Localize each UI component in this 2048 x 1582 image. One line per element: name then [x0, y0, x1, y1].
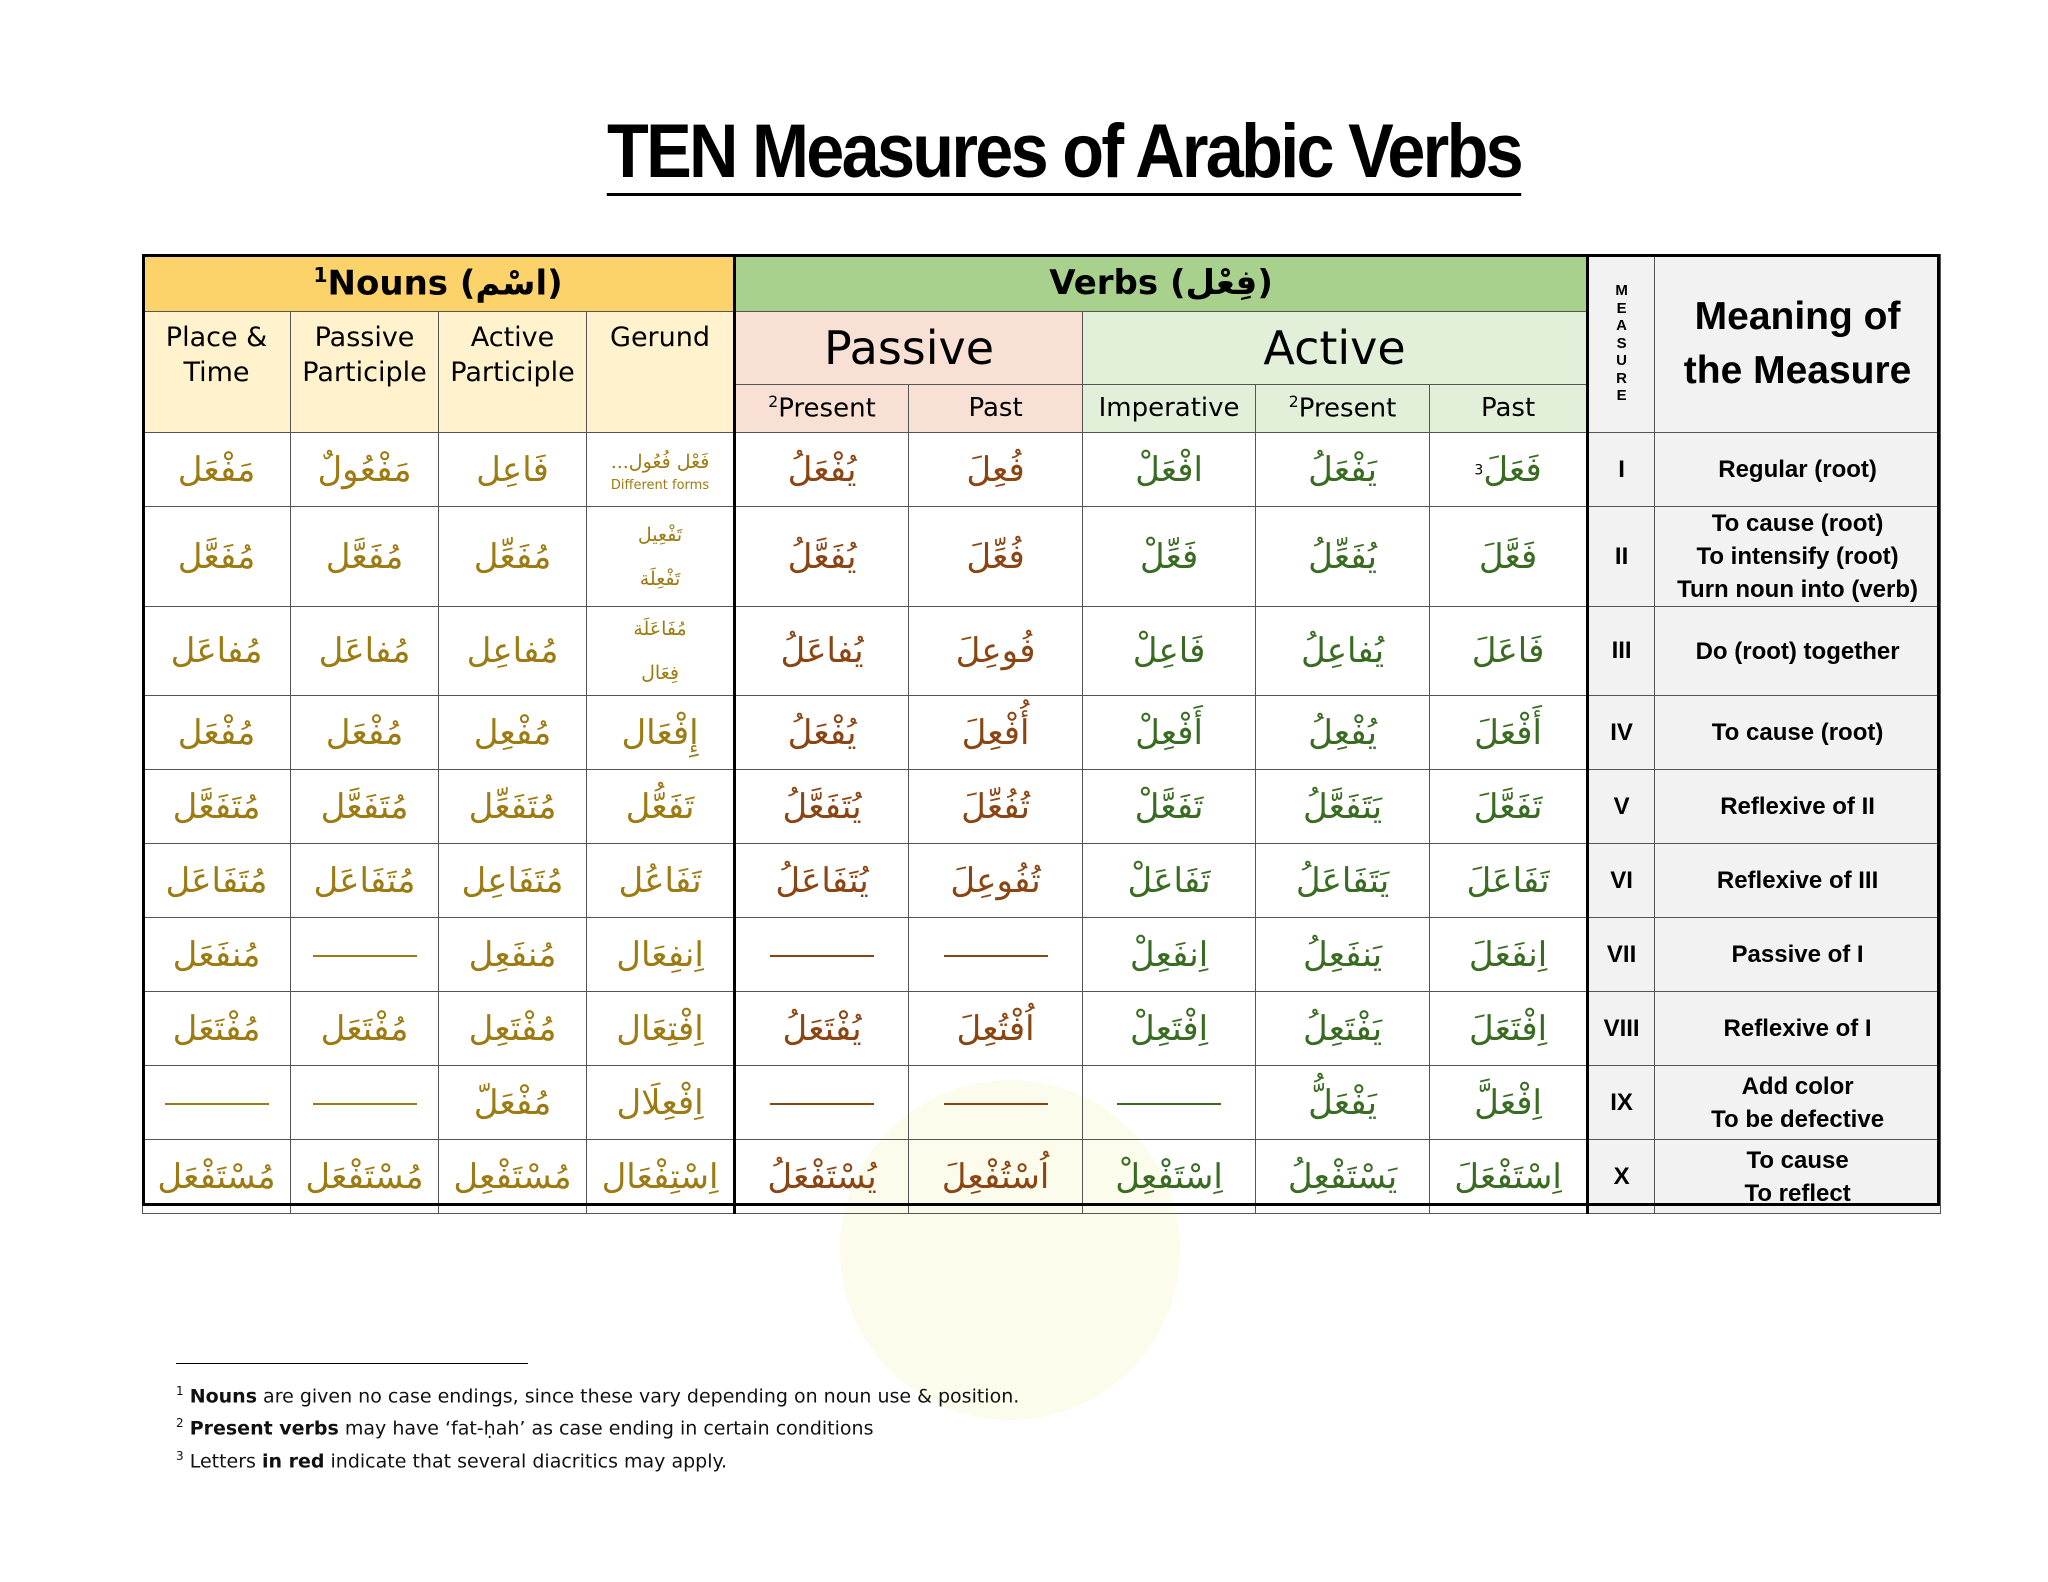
passive-present-cell-text: يُتَفَعَّلُ [782, 786, 862, 827]
active-present-cell-text: يَسْتَفْعِلُ [1287, 1156, 1398, 1197]
passive-present-header: $^2$Present [735, 384, 909, 432]
passive-present-cell-text: يُفْعَلُ [787, 449, 857, 490]
imperative-cell [1083, 433, 1256, 507]
passive-past-cell [909, 607, 1083, 696]
active-participle-cell [439, 433, 587, 507]
active-participle-cell-text: مُفْعَلّ [473, 1082, 552, 1123]
gerund-header: Gerund [587, 312, 735, 433]
empty-dash [944, 955, 1048, 957]
measure-number: VII [1588, 918, 1655, 992]
meaning-line: To cause [1746, 1146, 1849, 1174]
passive-participle-cell-text: مَفْعُولٌ [317, 449, 412, 490]
meaning-line: To cause (root) [1711, 719, 1884, 746]
active-participle-header: Active Participle [439, 312, 587, 433]
measure-number: IX [1588, 1066, 1655, 1140]
gerund-cell [587, 696, 735, 770]
meaning-header: Meaning of the Measure [1655, 255, 1941, 433]
active-participle-cell [439, 844, 587, 918]
passive-participle-cell-text: مُفَعَّل [325, 536, 404, 577]
gerund-text: اِنفِعَال [616, 934, 704, 975]
active-past-cell-text: فَعَلَ [1483, 449, 1542, 490]
active-past-cell-text: اِنفَعَلَ [1468, 934, 1548, 975]
active-past-cell-text: أَفْعَلَ [1474, 712, 1542, 753]
active-present-cell [1256, 1066, 1430, 1140]
gerund-cell [587, 1140, 735, 1214]
empty-dash [770, 955, 874, 957]
empty-dash [165, 1103, 269, 1105]
meaning-cell [1655, 507, 1941, 607]
meaning-line: Passive of I [1731, 941, 1864, 968]
passive-past-cell [909, 844, 1083, 918]
gerund-cell [587, 1066, 735, 1140]
active-participle-cell [439, 607, 587, 696]
footnotes [176, 1378, 1019, 1475]
active-present-cell [1256, 696, 1430, 770]
place-time-cell [143, 507, 291, 607]
active-participle-cell-text: مُفاعِل [466, 631, 559, 671]
passive-present-cell [735, 770, 909, 844]
active-past-cell [1430, 607, 1588, 696]
passive-past-cell [909, 433, 1083, 507]
passive-present-cell-text: يُتَفَاعَلُ [775, 860, 869, 901]
active-present-cell-text: يُفاعِلُ [1301, 631, 1385, 671]
passive-present-cell [735, 507, 909, 607]
active-present-cell [1256, 1140, 1430, 1214]
imperative-cell [1083, 770, 1256, 844]
passive-present-cell [735, 844, 909, 918]
passive-participle-cell [291, 770, 439, 844]
active-participle-cell-text: مُسْتَفْعِل [453, 1156, 572, 1197]
gerund-cell [587, 607, 735, 696]
active-present-cell [1256, 918, 1430, 992]
place-time-cell-text: مُفْتَعَل [172, 1008, 261, 1049]
measure-letter: E [1616, 299, 1627, 317]
gerund-alt-text: Different forms [610, 478, 710, 493]
table-row [143, 507, 1941, 607]
active-past-cell-text: فَاعَلَ [1471, 631, 1545, 671]
passive-participle-cell-text: مُفاعَل [318, 631, 411, 671]
meaning-cell [1655, 770, 1941, 844]
passive-participle-cell [291, 918, 439, 992]
passive-past-cell-text: أُفْعِلَ [961, 712, 1030, 753]
active-present-cell-text: يَفْعَلُّ [1308, 1082, 1377, 1123]
active-participle-cell [439, 770, 587, 844]
empty-dash [944, 1103, 1048, 1105]
gerund-cell [587, 507, 735, 607]
measure-number: II [1588, 507, 1655, 607]
active-past-cell [1430, 1140, 1588, 1214]
active-participle-cell-text: مُفْتَعِل [468, 1008, 557, 1049]
active-participle-cell-text: فَاعِل [476, 449, 549, 490]
passive-participle-cell [291, 844, 439, 918]
gerund-alt-text: تَفْعِلَة [639, 567, 681, 590]
gerund-text: فَعْل فُعُول... [610, 451, 710, 473]
passive-present-cell-text: يُفاعَلُ [780, 631, 864, 671]
gerund-cell [587, 844, 735, 918]
gerund-text: تَفَاعُل [618, 860, 702, 901]
imperative-cell [1083, 1140, 1256, 1214]
active-participle-cell [439, 992, 587, 1066]
active-past-cell-text: اِفْتَعَلَ [1469, 1008, 1548, 1049]
passive-present-cell [735, 607, 909, 696]
measure-letter: E [1616, 387, 1627, 405]
table-row [143, 844, 1941, 918]
place-time-cell-text: مُنفَعَل [172, 934, 261, 975]
measure-letter: A [1616, 317, 1627, 335]
active-past-cell-text: اِفْعَلَّ [1474, 1082, 1542, 1123]
passive-present-cell [735, 696, 909, 770]
gerund-cell [587, 433, 735, 507]
page-title: TEN Measures of Arabic Verbs [606, 109, 1522, 194]
passive-participle-cell [291, 1140, 439, 1214]
meaning-cell [1655, 1066, 1941, 1140]
active-present-cell [1256, 607, 1430, 696]
active-past-cell-text: تَفَاعَلَ [1466, 860, 1550, 901]
active-past-cell [1430, 844, 1588, 918]
place-time-cell-text: مُتَفَعَّل [172, 786, 261, 827]
passive-past-cell-text: اُفْتُعِلَ [956, 1008, 1035, 1049]
active-present-cell [1256, 992, 1430, 1066]
empty-dash [313, 955, 417, 957]
verbs-header: Verbs (فِعْل) [735, 255, 1588, 312]
passive-participle-cell-text: مُتَفَاعَل [313, 860, 416, 901]
gerund-cell [587, 992, 735, 1066]
place-time-cell-text: مُتَفَاعَل [165, 860, 268, 901]
active-participle-cell-text: مُنفَعِل [468, 934, 557, 975]
active-participle-cell-text: مُفْعِل [473, 712, 552, 753]
imperative-cell-text: فَعِّلْ [1139, 536, 1199, 577]
passive-participle-cell [291, 1066, 439, 1140]
active-past-cell [1430, 696, 1588, 770]
place-time-cell-text: مُفْعَل [177, 712, 256, 753]
measure-letter: S [1616, 334, 1627, 352]
passive-present-cell [735, 992, 909, 1066]
passive-past-cell [909, 507, 1083, 607]
table-row [143, 433, 1941, 507]
measure-letter: R [1616, 369, 1627, 387]
place-time-cell [143, 844, 291, 918]
meaning-line: To intensify (root) [1696, 543, 1899, 570]
passive-past-cell-text: فُوعِلَ [955, 631, 1036, 671]
place-time-cell [143, 607, 291, 696]
measure-number: X [1588, 1140, 1655, 1214]
footnote-divider [176, 1363, 528, 1364]
place-time-cell [143, 770, 291, 844]
passive-participle-cell-text: مُسْتَفْعَل [305, 1156, 424, 1197]
place-time-cell [143, 433, 291, 507]
imperative-cell [1083, 507, 1256, 607]
measure-number: IV [1588, 696, 1655, 770]
passive-past-cell [909, 696, 1083, 770]
gerund-text: اِفْعِلَال [616, 1082, 704, 1123]
imperative-cell-text: اِسْتَفْعِلْ [1115, 1156, 1223, 1197]
active-present-header: $^2$Present [1256, 384, 1430, 432]
measure-number: VIII [1588, 992, 1655, 1066]
gerund-text: إِفْعَال [621, 712, 699, 753]
imperative-cell-text: فَاعِلْ [1132, 631, 1206, 671]
meaning-line: Reflexive of II [1720, 793, 1875, 820]
passive-present-cell-text: يُفْعَلُ [787, 712, 857, 753]
meaning-line: To reflect [1744, 1179, 1851, 1207]
active-participle-cell-text: مُتَفَعِّل [468, 786, 557, 827]
active-present-cell-text: يُفْعِلُ [1308, 712, 1377, 753]
gerund-cell [587, 918, 735, 992]
table-row [143, 918, 1941, 992]
passive-past-cell-text: تُفُعِّلَ [961, 786, 1030, 827]
meaning-cell [1655, 1140, 1941, 1214]
active-past-cell [1430, 770, 1588, 844]
place-time-cell-text: مَفْعَل [177, 449, 256, 490]
imperative-cell [1083, 918, 1256, 992]
active-present-cell-text: يَنفَعِلُ [1303, 934, 1383, 975]
gerund-text: اِفْتِعَال [616, 1008, 704, 1049]
active-present-cell [1256, 507, 1430, 607]
meaning-line: Regular (root) [1718, 456, 1877, 483]
passive-past-cell-text: تُفُوعِلَ [950, 860, 1041, 901]
active-present-cell-text: يَفْعَلُ [1308, 449, 1377, 490]
empty-dash [313, 1103, 417, 1105]
imperative-cell-text: اِنفَعِلْ [1129, 934, 1209, 975]
meaning-line: To be defective [1711, 1105, 1885, 1133]
passive-present-cell [735, 918, 909, 992]
imperative-cell [1083, 607, 1256, 696]
passive-present-cell-text: يُسْتَفْعَلُ [767, 1156, 877, 1197]
passive-participle-cell [291, 507, 439, 607]
place-time-cell-text: مُسْتَفْعَل [157, 1156, 276, 1197]
measure-number: III [1588, 607, 1655, 696]
meaning-cell [1655, 433, 1941, 507]
imperative-cell-text: اِفْتَعِلْ [1129, 1008, 1209, 1049]
meaning-line: Add color [1741, 1072, 1854, 1100]
gerund-cell [587, 770, 735, 844]
active-past-cell [1430, 992, 1588, 1066]
imperative-cell [1083, 992, 1256, 1066]
active-past-cell-text: اِسْتَفْعَلَ [1454, 1156, 1562, 1197]
imperative-cell [1083, 696, 1256, 770]
place-time-cell-text: مُفَعَّل [177, 536, 256, 577]
meaning-line: Do (root) together [1695, 637, 1900, 665]
passive-participle-cell [291, 992, 439, 1066]
active-past-cell [1430, 433, 1588, 507]
passive-past-cell [909, 992, 1083, 1066]
measure-number: I [1588, 433, 1655, 507]
table-row [143, 770, 1941, 844]
measures-table [142, 254, 1941, 1214]
meaning-cell [1655, 607, 1941, 696]
active-past-header: Past [1430, 384, 1588, 432]
active-present-cell-text: يَتَفَعَّلُ [1303, 786, 1383, 827]
table-row [143, 696, 1941, 770]
active-participle-cell [439, 1066, 587, 1140]
passive-participle-cell [291, 607, 439, 696]
passive-present-cell [735, 433, 909, 507]
passive-past-cell [909, 1066, 1083, 1140]
passive-present-cell-text: يُفَعَّلُ [787, 536, 857, 577]
imperative-cell-text: تَفَعَّلْ [1134, 786, 1204, 827]
footnote-item: $^3$ Letters in red indicate that several diacritics may apply. [176, 1448, 728, 1472]
gerund-text: تَفَعُّل [625, 786, 695, 827]
active-present-cell [1256, 844, 1430, 918]
empty-dash [1117, 1103, 1221, 1105]
meaning-cell [1655, 918, 1941, 992]
passive-header: Passive [735, 312, 1083, 385]
passive-participle-cell-text: مُتَفَعَّل [320, 786, 409, 827]
meaning-cell [1655, 844, 1941, 918]
measure-number: VI [1588, 844, 1655, 918]
nouns-header: $^1$Nouns (اسْم) [143, 255, 735, 312]
meaning-cell [1655, 992, 1941, 1066]
passive-participle-cell-text: مُفْتَعَل [320, 1008, 409, 1049]
meaning-cell [1655, 696, 1941, 770]
active-participle-cell [439, 1140, 587, 1214]
active-present-cell-text: يَتَفَاعَلُ [1295, 860, 1390, 901]
passive-past-cell [909, 918, 1083, 992]
meaning-line: Turn noun into (verb) [1677, 576, 1918, 603]
place-time-cell-text: مُفاعَل [170, 631, 263, 671]
passive-past-cell [909, 1140, 1083, 1214]
place-time-cell [143, 1140, 291, 1214]
footnote-marker: 3 [1474, 462, 1484, 479]
passive-present-cell-text: يُفْتَعَلُ [782, 1008, 862, 1049]
measure-number: V [1588, 770, 1655, 844]
imperative-cell-text: افْعَلْ [1135, 449, 1203, 490]
imperative-cell-text: أَفْعِلْ [1135, 712, 1203, 753]
gerund-alt-text: فِعَال [641, 662, 679, 684]
active-participle-cell-text: مُفَعِّل [473, 536, 552, 577]
passive-participle-cell [291, 433, 439, 507]
passive-participle-cell-text: مُفْعَل [325, 712, 404, 753]
gerund-text: اِسْتِفْعَال [601, 1156, 719, 1197]
empty-dash [770, 1103, 874, 1105]
passive-past-header: Past [909, 384, 1083, 432]
passive-past-cell-text: فُعِلَ [966, 449, 1025, 490]
place-time-cell [143, 696, 291, 770]
measure-letter: U [1616, 352, 1627, 370]
table-row [143, 1066, 1941, 1140]
passive-past-cell [909, 770, 1083, 844]
passive-participle-header: Passive Participle [291, 312, 439, 433]
meaning-line: Reflexive of I [1723, 1015, 1872, 1042]
imperative-cell [1083, 844, 1256, 918]
active-present-cell [1256, 770, 1430, 844]
place-time-cell [143, 1066, 291, 1140]
gerund-text: مُفَاعَلَة [633, 618, 687, 640]
measure-header [1588, 255, 1655, 433]
place-time-cell [143, 992, 291, 1066]
active-participle-cell [439, 696, 587, 770]
imperative-cell-text: تَفَاعَلْ [1127, 860, 1211, 901]
active-present-cell [1256, 433, 1430, 507]
active-participle-cell-text: مُتَفَاعِل [461, 860, 564, 901]
active-present-cell-text: يَفْتَعِلُ [1303, 1008, 1383, 1049]
gerund-text: تَفْعِيل [637, 523, 683, 546]
meaning-line: To cause (root) [1711, 510, 1884, 537]
place-time-cell [143, 918, 291, 992]
active-header: Active [1083, 312, 1588, 385]
active-present-cell-text: يُفَعِّلُ [1308, 536, 1377, 577]
active-participle-cell [439, 918, 587, 992]
footnote-item: $^2$ Present verbs may have ‘fat-ḥah’ as case ending in certain conditions [176, 1416, 874, 1440]
active-participle-cell [439, 507, 587, 607]
imperative-cell [1083, 1066, 1256, 1140]
passive-present-cell [735, 1066, 909, 1140]
measure-letter: M [1615, 281, 1628, 299]
table-row [143, 1140, 1941, 1214]
passive-past-cell-text: فُعِّلَ [966, 536, 1025, 577]
table-row [143, 992, 1941, 1066]
active-past-cell-text: تَفَعَّلَ [1473, 786, 1543, 827]
active-past-cell-text: فَعَّلَ [1478, 536, 1538, 577]
table-row [143, 607, 1941, 696]
passive-participle-cell [291, 696, 439, 770]
place-time-header: Place & Time [143, 312, 291, 433]
active-past-cell [1430, 1066, 1588, 1140]
meaning-line: Reflexive of III [1716, 867, 1879, 894]
active-past-cell [1430, 507, 1588, 607]
passive-past-cell-text: اُسْتُفْعِلَ [941, 1156, 1050, 1197]
active-past-cell [1430, 918, 1588, 992]
footnote-item: $^1$ Nouns are given no case endings, since these vary depending on noun use & position. [176, 1384, 1020, 1408]
imperative-header: Imperative [1083, 384, 1256, 432]
passive-present-cell [735, 1140, 909, 1214]
